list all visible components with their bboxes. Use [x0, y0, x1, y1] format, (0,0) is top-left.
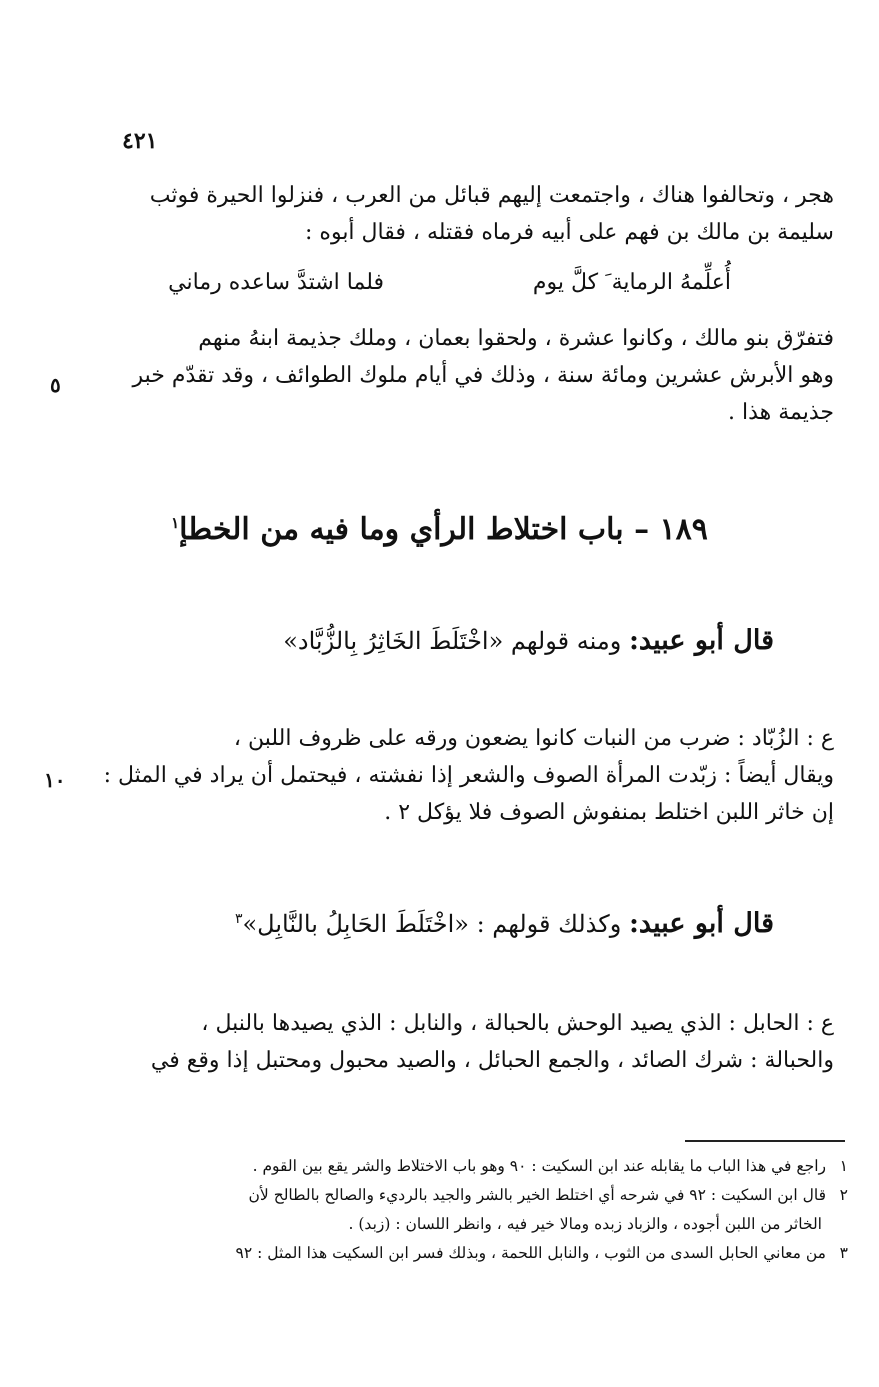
footnote-text: راجع في هذا الباب ما يقابله عند ابن السكيت : ٩٠ وهو باب الاختلاط والشر يقع بين القوم . — [252, 1157, 826, 1175]
margin-line-number-10: ١٠ — [44, 768, 66, 792]
verse-first-hemistich: أُعلِّمهُ الرماية َ كلَّ يوم — [532, 270, 731, 295]
section-heading-text: ١٨٩ – باب اختلاط الرأي وما فيه من الخطإ — [179, 512, 708, 547]
section-heading — [0, 512, 879, 547]
footnote-number: ٢ — [839, 1186, 848, 1204]
footnote-1 — [112, 1152, 848, 1181]
citation-speaker: قال أبو عبيد: — [628, 908, 774, 939]
footnote-number: ١ — [839, 1157, 848, 1175]
citation-text: ومنه قولهم «اخْتَلَطَ الخَاثِرُ بِالزُّبَّاد» — [283, 627, 622, 655]
footnote-ref: ٣ — [234, 911, 243, 927]
paragraph-line: ع : الزُبّاد : ضرب من النبات كانوا يضعون ورقه على ظروف اللبن ، — [233, 726, 834, 751]
footnote-2 — [112, 1181, 848, 1210]
paragraph-line: والحبالة : شرك الصائد ، والجمع الحبائل ، والصيد محبول ومحتبل إذا وقع في — [150, 1048, 834, 1073]
intro-paragraph — [110, 177, 834, 251]
footnote-separator — [685, 1140, 845, 1142]
paragraph-line: سليمة بن مالك بن فهم على أبيه فرماه فقتله ، فقال أبوه : — [305, 220, 834, 245]
paragraph-line: ع : الحابل : الذي يصيد الوحش بالحبالة ، والنابل : الذي يصيدها بالنبل ، — [201, 1011, 834, 1036]
footnote-2-continuation: الخاثر من اللبن أجوده ، والزباد زبده ومالا خير فيه ، وانظر اللسان : (زبد) . — [348, 1215, 822, 1233]
paragraph-line: ويقال أيضاً : زبّدت المرأة الصوف والشعر إذا نفشته ، فيحتمل أن يراد في المثل : — [103, 763, 834, 788]
paragraph-line: وهو الأبرش عشرين ومائة سنة ، وذلك في أيام ملوك الطوائف ، وقد تقدّم خبر — [132, 363, 834, 388]
paragraph-line: إن خاثر اللبن اختلط بمنفوش الصوف فلا يؤكل ٢ . — [384, 800, 834, 825]
paragraph-line: هجر ، وتحالفوا هناك ، واجتمعت إليهم قبائل من العرب ، فنزلوا الحيرة فوثب — [149, 183, 834, 208]
footnote-text: من معاني الحابل السدى من الثوب ، والنابل اللحمة ، وبذلك فسر ابن السكيت هذا المثل : ٩٢ — [235, 1244, 826, 1262]
citation-two — [235, 908, 774, 939]
citation-text: وكذلك قولهم : «اخْتَلَطَ الحَابِلُ بالنَّابِل» — [242, 910, 622, 938]
footnote-number: ٣ — [839, 1244, 848, 1262]
footnote-3 — [112, 1239, 848, 1268]
paragraph-line: فتفرّق بنو مالك ، وكانوا عشرة ، ولحقوا بعمان ، وملك جذيمة ابنهُ منهم — [198, 326, 834, 351]
commentary-two — [110, 1005, 834, 1079]
margin-line-number-5: ٥ — [50, 373, 61, 397]
footnote-text: قال ابن السكيت : ٩٢ في شرحه أي اختلط الخير بالشر والجيد بالرديء والصالح بالطالح لأن — [248, 1186, 826, 1204]
citation-one — [283, 625, 774, 656]
commentary-one — [103, 720, 834, 831]
paragraph-line: جذيمة هذا . — [727, 400, 834, 425]
page-number: ٤٢١ — [122, 128, 158, 154]
verse-second-hemistich: فلما اشتدَّ ساعده رماني — [168, 270, 384, 295]
paragraph-two — [110, 320, 834, 431]
citation-speaker: قال أبو عبيد: — [628, 625, 774, 656]
footnotes — [112, 1152, 848, 1268]
footnote-ref: ١ — [171, 514, 180, 532]
